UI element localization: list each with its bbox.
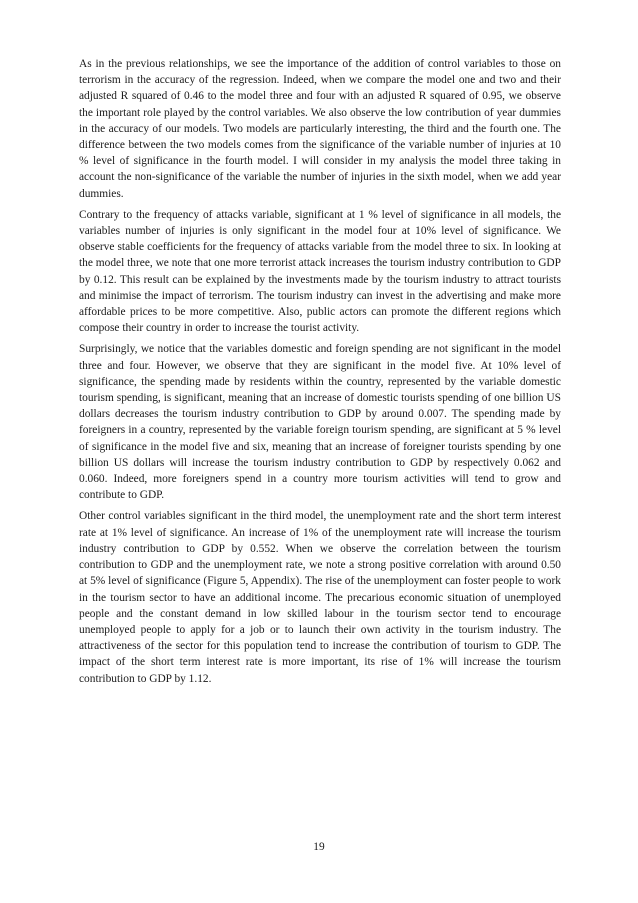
paragraph-4: Other control variables significant in the third model, the unemployment rate and the short term interest rate at 1% level of significance. An increase of 1% of the unemployment rate will increase the tourism industry contribution to GDP by 0.552. When we observe the correlation between the tourism contribution to GDP and the unemployment rate, we note a strong positive correlation with around 0.50 at 5% level of significance (Figure 5, Appendix). The rise of the unemployment can foster people to work in the tourism sector to have an additional income. The precarious economic situation of unemployed people and the constant demand in low skilled labour in the tourism sector tend to encourage unemployed people to apply for a job or to launch their own activity in the tourism industry. The attractiveness of the sector for this population tend to increase the contribution of tourism to GDP. The impact of the short term interest rate is more important, its rise of 1% will increase the tourism contribution to GDP by 1.12.: [79, 510, 561, 685]
paragraph-3: Surprisingly, we notice that the variables domestic and foreign spending are not significant in the model three and four. However, we observe that they are significant in the model five. At 10% level of significance, the spending made by residents within the country, represented by the variable domestic tourism spending, is significant, meaning that an increase of domestic tourists spending of one billion US dollars decreases the tourism industry contribution to GDP by around 0.007. The spending made by foreigners in a country, represented by the variable foreign tourism spending, are significant at 5 % level of significance in the model five and six, meaning that an increase of foreigner tourists spending by one billion US dollars will increase the tourism industry contribution to GDP by respectively 0.062 and 0.060. Indeed, more foreigners spend in a country more tourism activities will tend to grow and contribute to GDP.: [79, 343, 561, 502]
paragraph-1: As in the previous relationships, we see the importance of the addition of control variables to those on terrorism in the accuracy of the regression. Indeed, when we compare the model one and two and their adjusted R squared of 0.46 to the model three and four with an adjusted R squared of 0.95, we observe the important role played by the control variables. We also observe the low contribution of year dummies in the accuracy of our models. Two models are particularly interesting, the third and the fourth one. The difference between the two models comes from the significance of the variable number of injuries at 10 % level of significance in the fourth model. I will consider in my analysis the model three taking in account the non-significance of the variable the number of injuries in the sixth model, when we add year dummies.: [79, 58, 561, 200]
paragraph-2: Contrary to the frequency of attacks variable, significant at 1 % level of significance in all models, the variables number of injuries is only significant in the model four at 10% level of significance. We observe stable coefficients for the frequency of attacks variable from the model three to six. In looking at the model three, we note that one more terrorist attack increases the tourism industry contribution to GDP by 0.12. This result can be explained by the investments made by the tourism industry to attract tourists and minimise the impact of terrorism. The tourism industry can invest in the advertising and make more affordable prices to be more competitive. Also, public actors can promote the different regions which compose their country in order to increase the tourist activity.: [79, 208, 561, 335]
body-text: [79, 56, 561, 692]
page-number: 19: [313, 841, 325, 853]
